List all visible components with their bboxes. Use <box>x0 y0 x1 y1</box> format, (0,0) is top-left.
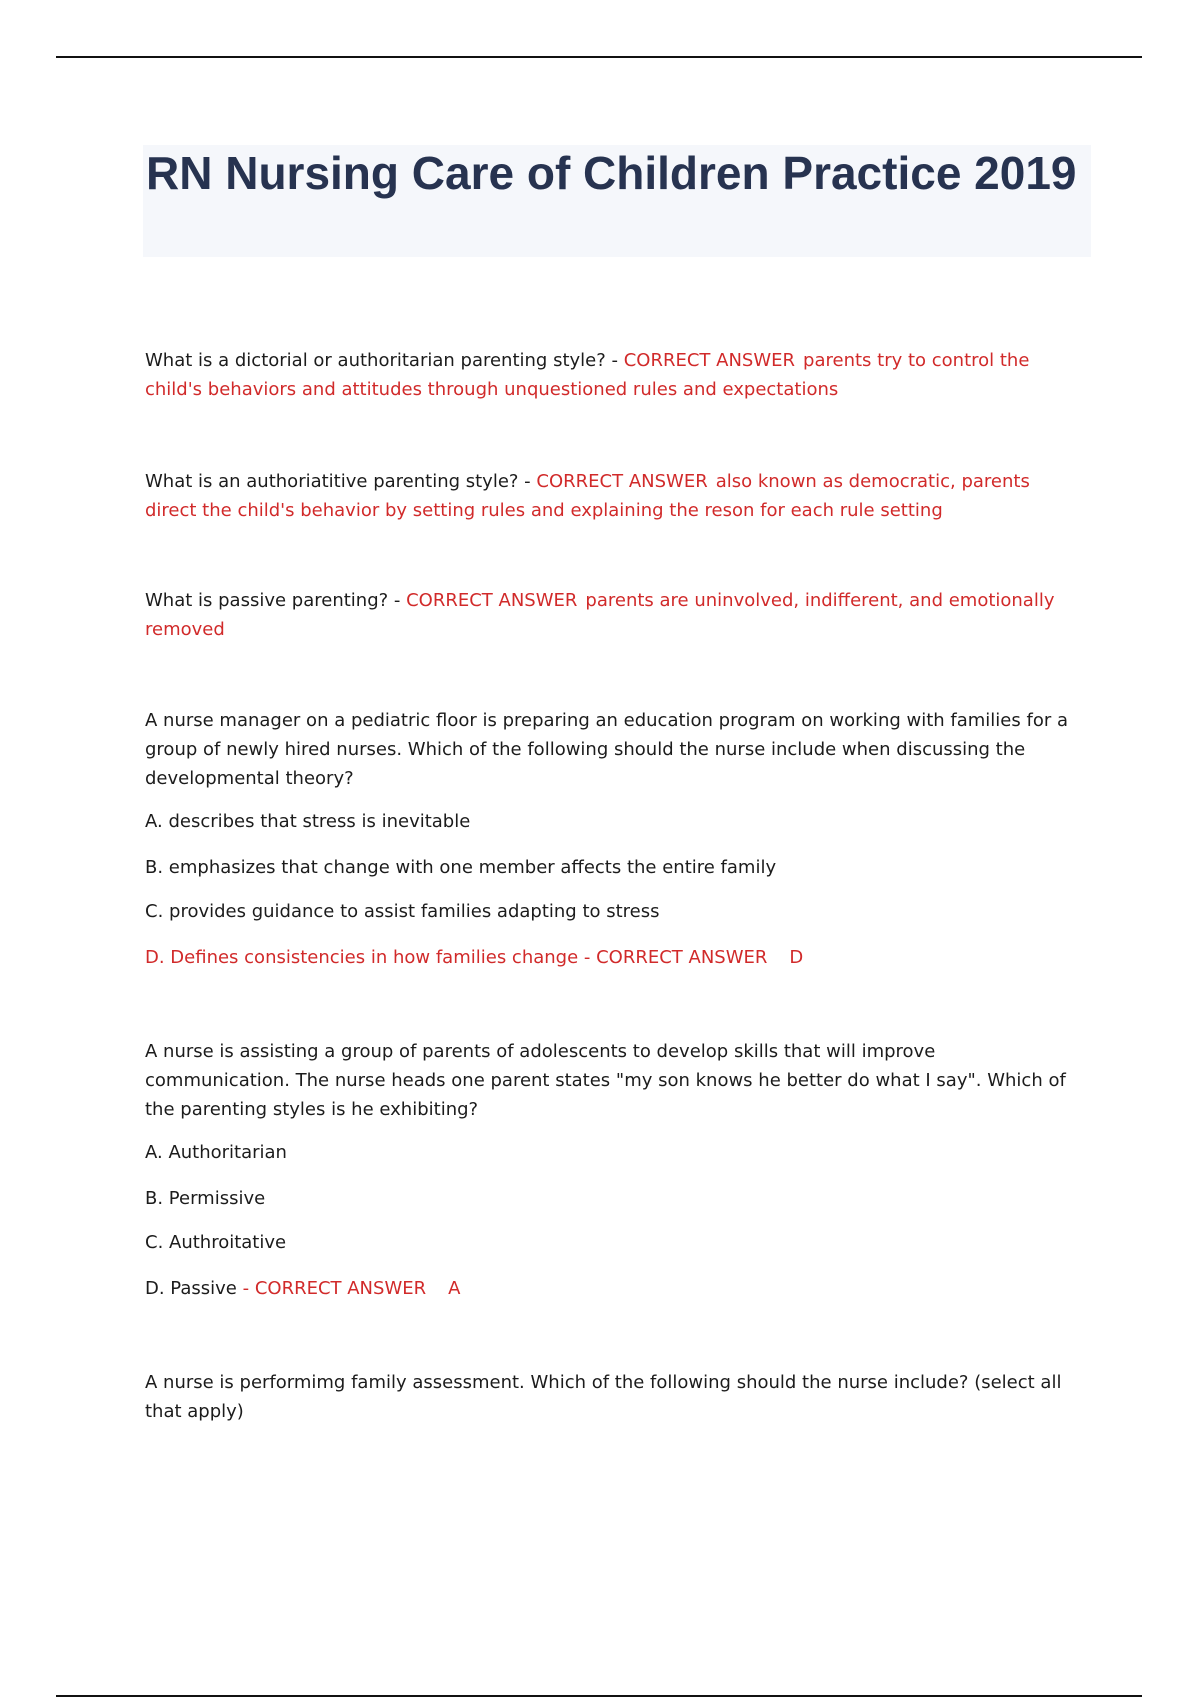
question-text: What is a dictorial or authoritarian parenting style? - <box>145 350 624 371</box>
question-text: What is passive parenting? - <box>145 590 407 611</box>
option-d-answer <box>145 943 1085 972</box>
question-text: What is an authoriatitive parenting style? - <box>145 471 537 492</box>
question-text: A nurse is performimg family assessment. Which of the following should the nurse include? (select all that apply) <box>145 1372 1062 1422</box>
correct-answer-label: CORRECT ANSWER <box>254 1278 427 1299</box>
bottom-rule <box>56 1695 1142 1697</box>
answer-text: parents are uninvolved, indifferent, and emotionally removed <box>145 590 1055 640</box>
qa-item-2 <box>145 467 1085 525</box>
answer-text: also known as democratic, parents direct the child's behavior by setting rules and explaining the reson for each rule setting <box>145 471 1030 521</box>
correct-answer-label: CORRECT ANSWER <box>596 947 768 968</box>
qa-item-3 <box>145 586 1085 644</box>
answer-prefix: - <box>236 1278 255 1299</box>
answer-letter: D <box>789 947 804 968</box>
option-d: D. Passive <box>145 1278 237 1299</box>
top-rule <box>56 56 1142 58</box>
answer-letter: A <box>448 1278 461 1299</box>
qa-item-4 <box>145 706 1085 972</box>
option-d-answer <box>145 1274 1085 1303</box>
option-b: B. Permissive <box>145 1188 266 1209</box>
question-text: A nurse manager on a pediatric floor is preparing an education program on working with families for a group of newly hired nurses. Which of the following should the nurse include when discussing the developmental theory? <box>145 710 1068 789</box>
correct-answer-label: CORRECT ANSWER <box>623 350 796 371</box>
question-text: A nurse is assisting a group of parents of adolescents to develop skills that will improve communication. The nurse heads one parent states "my son knows he better do what I say". Which of the parenting styles is he exhibiting? <box>145 1041 1066 1120</box>
option-b: B. emphasizes that change with one member affects the entire family <box>145 857 777 878</box>
correct-answer-label: CORRECT ANSWER <box>536 471 708 492</box>
option-d: D. Defines consistencies in how families change - <box>145 947 597 968</box>
correct-answer-label: CORRECT ANSWER <box>406 590 578 611</box>
qa-item-6 <box>145 1368 1085 1426</box>
qa-item-5 <box>145 1037 1085 1303</box>
option-a: A. Authoritarian <box>145 1142 287 1163</box>
option-c: C. provides guidance to assist families adapting to stress <box>145 901 660 922</box>
option-a: A. describes that stress is inevitable <box>145 811 471 832</box>
qa-item-1 <box>145 346 1085 404</box>
option-c: C. Authroitative <box>145 1232 287 1253</box>
page-title: RN Nursing Care of Children Practice 2019 <box>146 147 1077 199</box>
answer-text: parents try to control the child's behaviors and attitudes through unquestioned rules and expectations <box>145 350 1030 400</box>
